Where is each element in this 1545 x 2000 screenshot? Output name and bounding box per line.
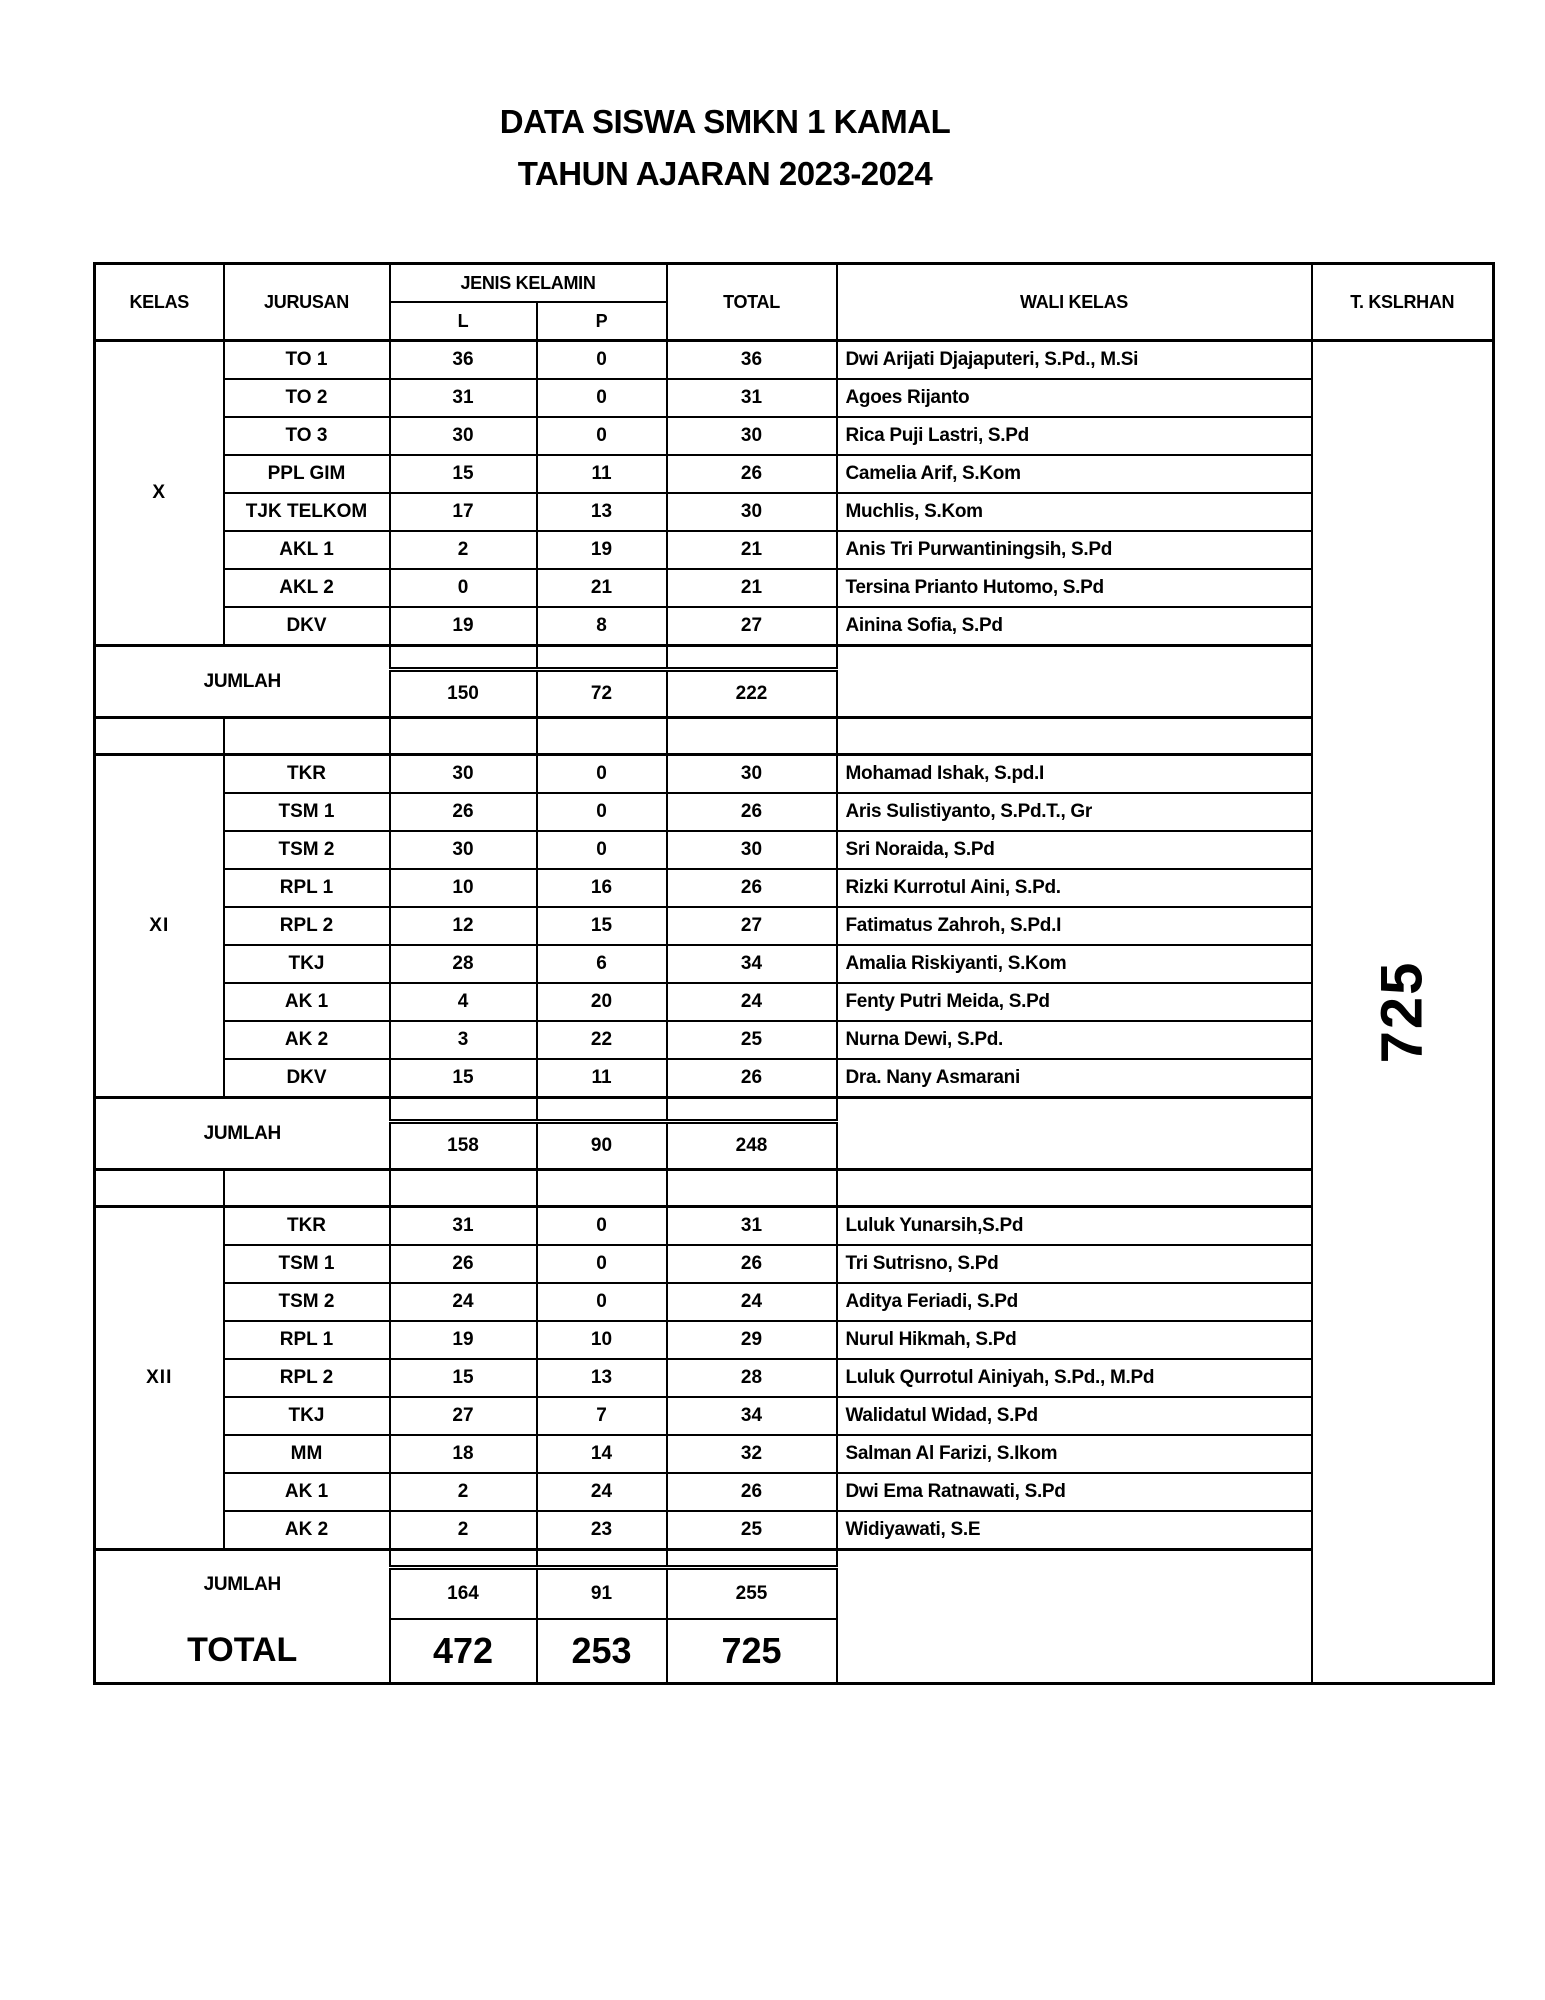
jurusan-cell: DKV	[224, 1059, 390, 1098]
jumlah-strip-row	[95, 1550, 1494, 1568]
p-count-cell: 0	[537, 1245, 667, 1283]
p-count-cell: 23	[537, 1511, 667, 1550]
table-row	[95, 417, 1494, 455]
total-count-cell: 26	[667, 1473, 837, 1511]
wali-kelas-cell: Salman Al Farizi, S.Ikom	[837, 1435, 1312, 1473]
jurusan-cell: PPL GIM	[224, 455, 390, 493]
empty-cell	[837, 1170, 1312, 1207]
total-count-cell: 28	[667, 1359, 837, 1397]
empty-cell	[95, 1170, 224, 1207]
table-row	[95, 493, 1494, 531]
total-count-cell: 25	[667, 1021, 837, 1059]
l-count-cell: 15	[390, 1059, 537, 1098]
total-count-cell: 34	[667, 1397, 837, 1435]
total-count-cell: 21	[667, 569, 837, 607]
table-row	[95, 1021, 1494, 1059]
total-count-cell: 30	[667, 493, 837, 531]
total-count-cell: 29	[667, 1321, 837, 1359]
p-count-cell: 0	[537, 793, 667, 831]
l-count-cell: 3	[390, 1021, 537, 1059]
l-count-cell: 28	[390, 945, 537, 983]
wali-kelas-cell: Rizki Kurrotul Aini, S.Pd.	[837, 869, 1312, 907]
grand-total-l-cell: 472	[390, 1619, 537, 1684]
total-label-cell: TOTAL	[95, 1619, 390, 1684]
jurusan-cell: MM	[224, 1435, 390, 1473]
wali-kelas-cell: Tri Sutrisno, S.Pd	[837, 1245, 1312, 1283]
header-jurusan: JURUSAN	[224, 264, 390, 341]
table-row	[95, 341, 1494, 380]
table-row	[95, 379, 1494, 417]
jurusan-cell: TKR	[224, 755, 390, 794]
header-row-1	[95, 264, 1494, 303]
spacer-row	[95, 718, 1494, 755]
p-count-cell: 24	[537, 1473, 667, 1511]
total-count-cell: 30	[667, 417, 837, 455]
empty-cell	[837, 1550, 1312, 1684]
empty-cell	[537, 718, 667, 755]
table-row	[95, 1511, 1494, 1550]
jurusan-cell: TSM 1	[224, 1245, 390, 1283]
total-count-cell: 36	[667, 341, 837, 380]
wali-kelas-cell: Camelia Arif, S.Kom	[837, 455, 1312, 493]
table-row	[95, 869, 1494, 907]
wali-kelas-cell: Anis Tri Purwantiningsih, S.Pd	[837, 531, 1312, 569]
total-count-cell: 25	[667, 1511, 837, 1550]
grand-total-p-cell: 253	[537, 1619, 667, 1684]
total-count-cell: 34	[667, 945, 837, 983]
l-count-cell: 2	[390, 531, 537, 569]
l-count-cell: 27	[390, 1397, 537, 1435]
empty-cell	[837, 646, 1312, 718]
jumlah-total-cell: 222	[667, 670, 837, 718]
p-count-cell: 0	[537, 1207, 667, 1246]
jurusan-cell: RPL 1	[224, 869, 390, 907]
spacer-row	[95, 1170, 1494, 1207]
jurusan-cell: TSM 2	[224, 1283, 390, 1321]
l-count-cell: 31	[390, 379, 537, 417]
wali-kelas-cell: Luluk Yunarsih,S.Pd	[837, 1207, 1312, 1246]
total-count-cell: 26	[667, 1245, 837, 1283]
empty-cell	[224, 718, 390, 755]
p-count-cell: 6	[537, 945, 667, 983]
jumlah-l-cell: 158	[390, 1122, 537, 1170]
l-count-cell: 30	[390, 755, 537, 794]
empty-cell	[390, 1098, 537, 1122]
total-count-cell: 32	[667, 1435, 837, 1473]
jumlah-l-cell: 150	[390, 670, 537, 718]
wali-kelas-cell: Aditya Feriadi, S.Pd	[837, 1283, 1312, 1321]
jurusan-cell: TKR	[224, 1207, 390, 1246]
jumlah-total-cell: 255	[667, 1568, 837, 1620]
jumlah-total-cell: 248	[667, 1122, 837, 1170]
empty-cell	[390, 1550, 537, 1568]
l-count-cell: 0	[390, 569, 537, 607]
p-count-cell: 21	[537, 569, 667, 607]
total-count-cell: 26	[667, 1059, 837, 1098]
total-count-cell: 21	[667, 531, 837, 569]
table-row	[95, 1397, 1494, 1435]
header-jenis-kelamin: JENIS KELAMIN	[390, 264, 667, 303]
table-row	[95, 1435, 1494, 1473]
empty-cell	[537, 1550, 667, 1568]
p-count-cell: 20	[537, 983, 667, 1021]
table-row	[95, 531, 1494, 569]
jurusan-cell: TKJ	[224, 1397, 390, 1435]
p-count-cell: 22	[537, 1021, 667, 1059]
jurusan-cell: AKL 1	[224, 531, 390, 569]
empty-cell	[390, 1170, 537, 1207]
l-count-cell: 15	[390, 1359, 537, 1397]
empty-cell	[837, 1098, 1312, 1170]
jumlah-label-cell: JUMLAH	[95, 1098, 390, 1170]
l-count-cell: 17	[390, 493, 537, 531]
empty-cell	[667, 1098, 837, 1122]
jumlah-p-cell: 72	[537, 670, 667, 718]
total-count-cell: 27	[667, 607, 837, 646]
total-count-cell: 26	[667, 455, 837, 493]
l-count-cell: 31	[390, 1207, 537, 1246]
total-count-cell: 26	[667, 793, 837, 831]
header-t-kslrhan: T. KSLRHAN	[1312, 264, 1494, 341]
p-count-cell: 0	[537, 831, 667, 869]
p-count-cell: 0	[537, 417, 667, 455]
wali-kelas-cell: Walidatul Widad, S.Pd	[837, 1397, 1312, 1435]
wali-kelas-cell: Dra. Nany Asmarani	[837, 1059, 1312, 1098]
wali-kelas-cell: Aris Sulistiyanto, S.Pd.T., Gr	[837, 793, 1312, 831]
header-kelas: KELAS	[95, 264, 224, 341]
jurusan-cell: RPL 2	[224, 1359, 390, 1397]
p-count-cell: 13	[537, 1359, 667, 1397]
vertical-total-text: 725	[1369, 960, 1435, 1064]
l-count-cell: 18	[390, 1435, 537, 1473]
empty-cell	[537, 1170, 667, 1207]
l-count-cell: 4	[390, 983, 537, 1021]
jurusan-cell: TKJ	[224, 945, 390, 983]
l-count-cell: 30	[390, 831, 537, 869]
jurusan-cell: TSM 2	[224, 831, 390, 869]
wali-kelas-cell: Dwi Arijati Djajaputeri, S.Pd., M.Si	[837, 341, 1312, 380]
jurusan-cell: AK 1	[224, 983, 390, 1021]
empty-cell	[390, 646, 537, 670]
jurusan-cell: AKL 2	[224, 569, 390, 607]
kelas-label-cell: XII	[95, 1207, 224, 1550]
jurusan-cell: TO 2	[224, 379, 390, 417]
l-count-cell: 19	[390, 607, 537, 646]
jurusan-cell: AK 1	[224, 1473, 390, 1511]
jurusan-cell: AK 2	[224, 1511, 390, 1550]
l-count-cell: 2	[390, 1511, 537, 1550]
grand-total-total-cell: 725	[667, 1619, 837, 1684]
empty-cell	[390, 718, 537, 755]
p-count-cell: 0	[537, 1283, 667, 1321]
total-count-cell: 31	[667, 1207, 837, 1246]
jurusan-cell: TO 1	[224, 341, 390, 380]
p-count-cell: 0	[537, 341, 667, 380]
empty-cell	[537, 1098, 667, 1122]
table-row	[95, 983, 1494, 1021]
table-row	[95, 1207, 1494, 1246]
p-count-cell: 13	[537, 493, 667, 531]
table-row	[95, 455, 1494, 493]
jumlah-label-cell: JUMLAH	[95, 1550, 390, 1620]
total-count-cell: 26	[667, 869, 837, 907]
empty-cell	[667, 646, 837, 670]
jurusan-cell: TO 3	[224, 417, 390, 455]
wali-kelas-cell: Tersina Prianto Hutomo, S.Pd	[837, 569, 1312, 607]
empty-cell	[837, 718, 1312, 755]
total-count-cell: 24	[667, 983, 837, 1021]
p-count-cell: 0	[537, 379, 667, 417]
jurusan-cell: AK 2	[224, 1021, 390, 1059]
wali-kelas-cell: Agoes Rijanto	[837, 379, 1312, 417]
wali-kelas-cell: Luluk Qurrotul Ainiyah, S.Pd., M.Pd	[837, 1359, 1312, 1397]
wali-kelas-cell: Sri Noraida, S.Pd	[837, 831, 1312, 869]
l-count-cell: 30	[390, 417, 537, 455]
total-count-cell: 30	[667, 831, 837, 869]
p-count-cell: 16	[537, 869, 667, 907]
table-row	[95, 793, 1494, 831]
l-count-cell: 19	[390, 1321, 537, 1359]
header-wali-kelas: WALI KELAS	[837, 264, 1312, 341]
table-row	[95, 831, 1494, 869]
l-count-cell: 2	[390, 1473, 537, 1511]
table-row	[95, 1059, 1494, 1098]
p-count-cell: 19	[537, 531, 667, 569]
l-count-cell: 15	[390, 455, 537, 493]
jumlah-label-cell: JUMLAH	[95, 646, 390, 718]
empty-cell	[95, 718, 224, 755]
empty-cell	[224, 1170, 390, 1207]
header-p: P	[537, 302, 667, 341]
kelas-label-cell: X	[95, 341, 224, 646]
empty-cell	[667, 1170, 837, 1207]
title-block	[0, 96, 1450, 200]
wali-kelas-cell: Muchlis, S.Kom	[837, 493, 1312, 531]
p-count-cell: 0	[537, 755, 667, 794]
wali-kelas-cell: Amalia Riskiyanti, S.Kom	[837, 945, 1312, 983]
jumlah-strip-row	[95, 646, 1494, 670]
jurusan-cell: RPL 2	[224, 907, 390, 945]
t-kslrhan-total-cell	[1312, 341, 1494, 1684]
document-title: DATA SISWA SMKN 1 KAMAL	[499, 103, 951, 140]
l-count-cell: 36	[390, 341, 537, 380]
jumlah-p-cell: 90	[537, 1122, 667, 1170]
table-row	[95, 569, 1494, 607]
p-count-cell: 8	[537, 607, 667, 646]
empty-cell	[667, 1550, 837, 1568]
p-count-cell: 11	[537, 455, 667, 493]
table-row	[95, 1245, 1494, 1283]
jurusan-cell: RPL 1	[224, 1321, 390, 1359]
table-row	[95, 1283, 1494, 1321]
table-row	[95, 945, 1494, 983]
kelas-label-cell: XI	[95, 755, 224, 1098]
wali-kelas-cell: Ainina Sofia, S.Pd	[837, 607, 1312, 646]
l-count-cell: 26	[390, 793, 537, 831]
wali-kelas-cell: Nurna Dewi, S.Pd.	[837, 1021, 1312, 1059]
jumlah-p-cell: 91	[537, 1568, 667, 1620]
p-count-cell: 14	[537, 1435, 667, 1473]
empty-cell	[537, 646, 667, 670]
l-count-cell: 24	[390, 1283, 537, 1321]
table-row	[95, 1359, 1494, 1397]
wali-kelas-cell: Fatimatus Zahroh, S.Pd.I	[837, 907, 1312, 945]
jurusan-cell: TJK TELKOM	[224, 493, 390, 531]
wali-kelas-cell: Nurul Hikmah, S.Pd	[837, 1321, 1312, 1359]
wali-kelas-cell: Rica Puji Lastri, S.Pd	[837, 417, 1312, 455]
wali-kelas-cell: Dwi Ema Ratnawati, S.Pd	[837, 1473, 1312, 1511]
l-count-cell: 10	[390, 869, 537, 907]
l-count-cell: 26	[390, 1245, 537, 1283]
total-count-cell: 31	[667, 379, 837, 417]
jurusan-cell: TSM 1	[224, 793, 390, 831]
jumlah-strip-row	[95, 1098, 1494, 1122]
table-row	[95, 607, 1494, 646]
document-subtitle: TAHUN AJARAN 2023-2024	[517, 155, 933, 192]
p-count-cell: 11	[537, 1059, 667, 1098]
total-count-cell: 27	[667, 907, 837, 945]
p-count-cell: 7	[537, 1397, 667, 1435]
p-count-cell: 10	[537, 1321, 667, 1359]
header-l: L	[390, 302, 537, 341]
table-row	[95, 907, 1494, 945]
total-count-cell: 24	[667, 1283, 837, 1321]
student-data-table	[93, 262, 1495, 1685]
jurusan-cell: DKV	[224, 607, 390, 646]
wali-kelas-cell: Widiyawati, S.E	[837, 1511, 1312, 1550]
header-total: TOTAL	[667, 264, 837, 341]
empty-cell	[667, 718, 837, 755]
table-row	[95, 1473, 1494, 1511]
p-count-cell: 15	[537, 907, 667, 945]
l-count-cell: 12	[390, 907, 537, 945]
total-count-cell: 30	[667, 755, 837, 794]
table-row	[95, 755, 1494, 794]
table-row	[95, 1321, 1494, 1359]
wali-kelas-cell: Fenty Putri Meida, S.Pd	[837, 983, 1312, 1021]
jumlah-l-cell: 164	[390, 1568, 537, 1620]
wali-kelas-cell: Mohamad Ishak, S.pd.I	[837, 755, 1312, 794]
